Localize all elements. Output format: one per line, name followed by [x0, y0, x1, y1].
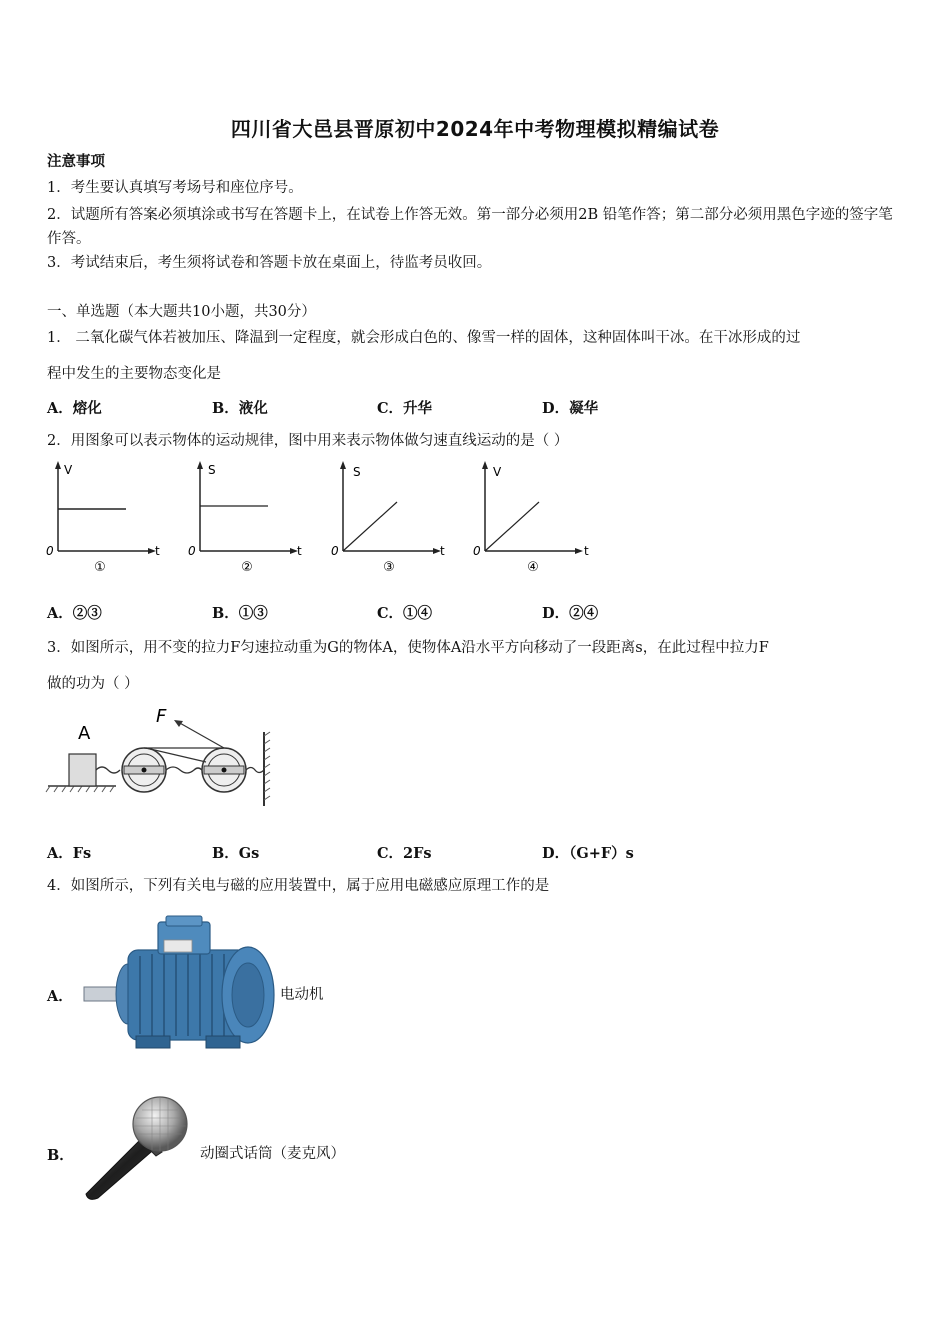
- q2-graph-4-xlabel: t: [584, 544, 589, 558]
- q2-graph-3-caption: ③: [383, 560, 395, 575]
- q3-pulley-figure: [44, 702, 279, 812]
- q2-graph-1-xlabel: t: [155, 544, 160, 558]
- q3-force-label: F: [156, 706, 167, 727]
- q2-graph-3-ylabel: S: [353, 465, 361, 479]
- q2-graph-4-caption: ④: [527, 560, 539, 575]
- q2-graph-4-ylabel: V: [493, 465, 502, 479]
- q2-graph-2: [182, 458, 312, 576]
- q3-option-c: C．2Fs: [377, 845, 432, 862]
- q2-graph-1-ylabel: V: [64, 463, 73, 477]
- notice-item-1: 1．考生要认真填写考场号和座位序号。: [47, 180, 303, 196]
- q2-option-b: B．①③: [212, 605, 268, 622]
- q2-stem: 2．用图象可以表示物体的运动规律，图中用来表示物体做匀速直线运动的是（ ）: [47, 433, 569, 449]
- q2-graph-3-xlabel: t: [440, 544, 445, 558]
- q1-option-c: C．升华: [377, 400, 433, 417]
- q3-stem-line2: 做的功为（ ）: [47, 676, 139, 692]
- q1-stem-line1: 1． 二氧化碳气体若被加压、降温到一定程度，就会形成白色的、像雪一样的固体，这种固体叫干冰。在干冰形成的过: [47, 330, 801, 346]
- section-heading: 一、单选题（本大题共10小题，共30分）: [47, 304, 316, 320]
- q2-graph-4: [467, 458, 597, 576]
- q1-option-d: D．凝华: [542, 400, 599, 417]
- q2-graph-1-caption: ①: [94, 560, 106, 575]
- q3-option-b: B．Gs: [212, 845, 260, 862]
- q2-graph-1-origin: 0: [46, 544, 54, 558]
- q3-block-label: A: [78, 723, 91, 744]
- q2-graph-2-xlabel: t: [297, 544, 302, 558]
- notice-item-3: 3．考试结束后，考生须将试卷和答题卡放在桌面上，待监考员收回。: [47, 255, 492, 271]
- q3-option-a: A．Fs: [47, 845, 92, 862]
- q2-option-d: D．②④: [542, 605, 599, 622]
- q2-graph-3-origin: 0: [331, 544, 339, 558]
- q4-option-a-caption: 电动机: [280, 987, 324, 1003]
- q1-option-a: A．熔化: [47, 400, 102, 417]
- q1-stem-line2: 程中发生的主要物态变化是: [47, 366, 221, 382]
- q2-graph-2-caption: ②: [241, 560, 253, 575]
- q4-option-a-letter: A．: [47, 988, 73, 1005]
- page-title: 四川省大邑县晋原初中2024年中考物理模拟精编试卷: [230, 117, 720, 141]
- q2-option-c: C．①④: [377, 605, 433, 622]
- q4-option-b-letter: B．: [47, 1147, 74, 1164]
- q4-stem: 4．如图所示，下列有关电与磁的应用装置中，属于应用电磁感应原理工作的是: [47, 878, 550, 894]
- q3-stem-line1: 3．如图所示，用不变的拉力F匀速拉动重为G的物体A，使物体A沿水平方向移动了一段距离s，在此过程中拉力F: [47, 640, 769, 656]
- q2-graph-1: [40, 458, 170, 576]
- electric-motor-image: [80, 910, 280, 1058]
- notice-heading: 注意事项: [47, 153, 105, 170]
- q2-graph-2-ylabel: S: [208, 463, 216, 477]
- q2-graph-4-origin: 0: [473, 544, 481, 558]
- q2-graph-3: [325, 458, 455, 576]
- q3-option-d: D．（G+F）s: [542, 845, 634, 862]
- notice-item-2: 2．试题所有答案必须填涂或书写在答题卡上，在试卷上作答无效。第一部分必须用2B 铅笔作答；第二部分必须用黑色字迹的签字笔作答。: [47, 207, 893, 247]
- q2-graph-2-origin: 0: [188, 544, 196, 558]
- q2-option-a: A．②③: [47, 605, 102, 622]
- microphone-image: [80, 1090, 195, 1205]
- q1-option-b: B．液化: [212, 400, 268, 417]
- q4-option-b-caption: 动圈式话筒（麦克风）: [200, 1146, 345, 1162]
